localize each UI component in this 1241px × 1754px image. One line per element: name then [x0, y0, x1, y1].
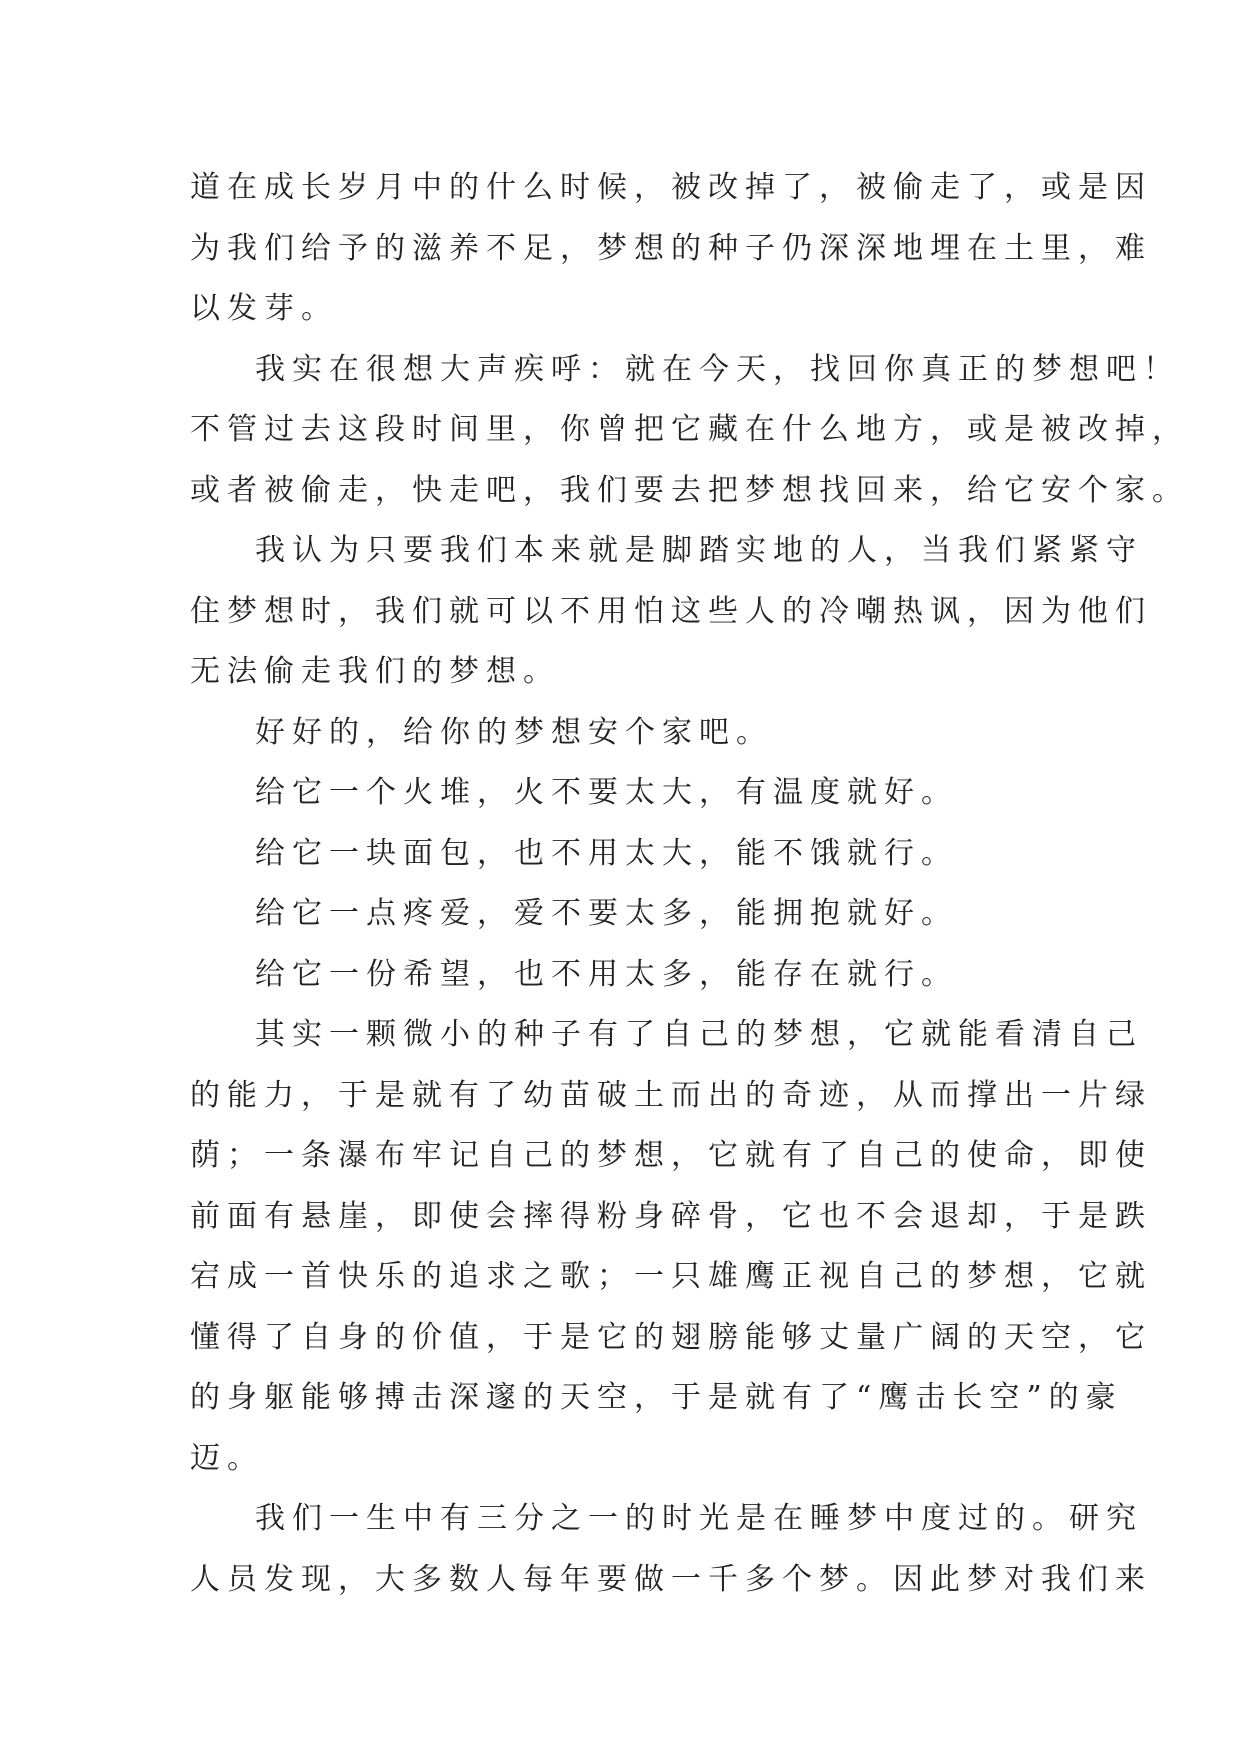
text-line: 道在成长岁月中的什么时候，被改掉了，被偷走了，或是因 — [190, 170, 1152, 205]
text-line: 为我们给予的滋养不足，梦想的种子仍深深地埋在土里，难 — [190, 230, 1152, 266]
text-line: 给它一份希望，也不用太多，能存在就行。 — [255, 956, 958, 992]
text-line: 好好的，给你的梦想安个家吧。 — [255, 714, 773, 750]
text-line: 给它一点疼爱，爱不要太多，能拥抱就好。 — [255, 896, 958, 931]
text-line: 我们一生中有三分之一的时光是在睡梦中度过的。研究 — [255, 1501, 1143, 1536]
text-line: 人员发现，大多数人每年要做一千多个梦。因此梦对我们来 — [190, 1561, 1152, 1597]
text-line: 我认为只要我们本来就是脚踏实地的人，当我们紧紧守 — [255, 533, 1143, 568]
text-line: 给它一块面包，也不用太大，能不饿就行。 — [255, 835, 958, 871]
text-line: 荫；一条瀑布牢记自己的梦想，它就有了自己的使命，即使 — [190, 1138, 1152, 1173]
text-line: 迈。 — [190, 1440, 264, 1476]
text-line: 无法偷走我们的梦想。 — [190, 654, 560, 689]
text-line: 以发芽。 — [190, 291, 338, 326]
text-line: 不管过去这段时间里，你曾把它藏在什么地方，或是被改掉， — [190, 412, 1189, 447]
text-line: 的能力，于是就有了幼苗破土而出的奇迹，从而撑出一片绿 — [190, 1077, 1152, 1113]
text-line: 我实在很想大声疾呼：就在今天，找回你真正的梦想吧！ — [255, 351, 1180, 387]
text-line: 住梦想时，我们就可以不用怕这些人的冷嘲热讽，因为他们 — [190, 593, 1152, 629]
text-line: 给它一个火堆，火不要太大，有温度就好。 — [255, 775, 958, 810]
text-line: 懂得了自身的价值，于是它的翅膀能够丈量广阔的天空，它 — [190, 1319, 1152, 1355]
text-line: 宕成一首快乐的追求之歌；一只雄鹰正视自己的梦想，它就 — [190, 1259, 1152, 1294]
text-line: 其实一颗微小的种子有了自己的梦想，它就能看清自己 — [255, 1017, 1143, 1052]
text-line: 前面有悬崖，即使会摔得粉身碎骨，它也不会退却，于是跌 — [190, 1198, 1152, 1234]
text-line: 的身躯能够搏击深邃的天空，于是就有了“鹰击长空”的豪 — [190, 1380, 1123, 1415]
body-text — [190, 158, 1189, 1610]
text-line: 或者被偷走，快走吧，我们要去把梦想找回来，给它安个家。 — [190, 472, 1189, 508]
